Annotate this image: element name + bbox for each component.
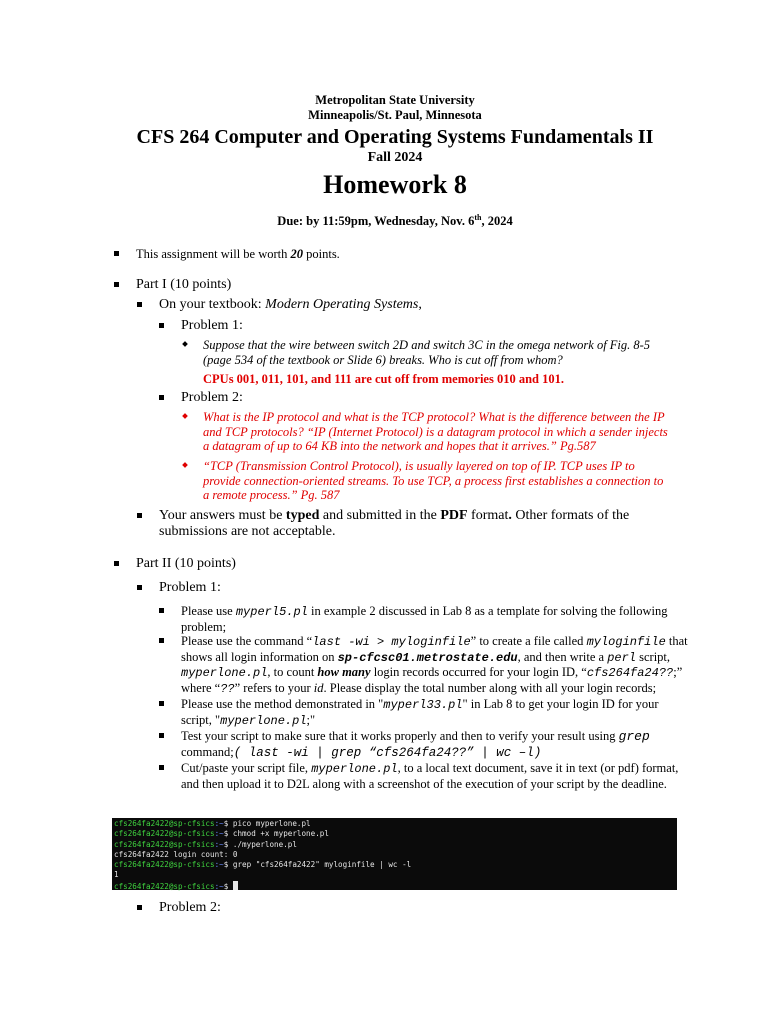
part1-problem2-item bbox=[159, 390, 243, 406]
terminal-output: cfs264fa2422 login count: 0 bbox=[114, 849, 238, 859]
term: Fall 2024 bbox=[367, 150, 423, 165]
bullet-icon bbox=[159, 608, 164, 613]
problem1-question-line2: (page 534 of the textbook or Slide 6) breaks. Who is cut off from whom? bbox=[203, 352, 563, 367]
terminal-output: 1 bbox=[114, 870, 119, 880]
problem1-question bbox=[183, 338, 650, 367]
problem2-answer-ip bbox=[183, 410, 668, 454]
part2-problem2-label: Problem 2: bbox=[159, 900, 221, 915]
bullet-icon bbox=[159, 733, 164, 738]
course-title: CFS 264 Computer and Operating Systems Fundamentals II bbox=[136, 126, 654, 148]
part1-problem2-label: Problem 2: bbox=[181, 390, 243, 405]
part1-problem1-item bbox=[159, 318, 243, 334]
bullet-icon bbox=[182, 413, 188, 419]
bullet-icon bbox=[182, 462, 188, 468]
intro-text: This assignment will be worth 20 points. bbox=[136, 247, 340, 261]
instruction-item-2: Please use the command “last -wi > myloginfile” to create a file called myloginfile that shows all login information on sp-cfcsc01.metrostate.edu, and then write a perl script, myperlone.pl, to count how many login records occurred for your login ID, “cfs264fa24??;” where “??” refers to your id. Please display the total number along with all your login records; bbox=[159, 634, 688, 697]
part1-problem1-label: Problem 1: bbox=[181, 318, 243, 333]
format-note: Your answers must be typed and submitted in the PDF format. Other formats of the submissions are not acceptable. bbox=[159, 508, 630, 539]
textbook-text: On your textbook: Modern Operating Systems, bbox=[159, 297, 422, 312]
instruction-item-4: Test your script to make sure that it works properly and then to verify your result using grep command;( last -wi | grep “cfs264fa24??” | wc –l) bbox=[159, 729, 650, 760]
intro-item bbox=[114, 247, 340, 262]
document-header bbox=[0, 93, 768, 229]
part1-heading-item bbox=[114, 277, 231, 293]
part2-problem2-item bbox=[137, 900, 221, 916]
bullet-icon bbox=[137, 302, 142, 307]
bullet-icon bbox=[114, 251, 119, 256]
problem2-ip-line2: and TCP protocols? “IP (Internet Protocol) is a datagram protocol in which a sender injects bbox=[203, 424, 668, 439]
bullet-icon bbox=[114, 282, 119, 287]
bullet-icon bbox=[159, 323, 164, 328]
format-note-item bbox=[137, 508, 629, 540]
part2-heading-item bbox=[114, 556, 236, 572]
bullet-icon bbox=[159, 765, 164, 770]
bullet-icon bbox=[182, 341, 188, 347]
problem2-ip-line3: a datagram of up to 64 KB into the network and hopes that it arrives.” Pg.587 bbox=[203, 439, 596, 454]
part1-heading: Part I (10 points) bbox=[136, 277, 232, 292]
bullet-icon bbox=[159, 638, 164, 643]
textbook-item bbox=[137, 297, 422, 313]
bullet-icon bbox=[137, 513, 142, 518]
terminal-cursor bbox=[233, 881, 238, 890]
university-name: Metropolitan State University bbox=[315, 93, 475, 107]
instruction-item-5: Cut/paste your script file, myperlone.pl, to a local text document, save it in text (or pdf) format, and then upload it to D2L along with a screenshot of the execution of your script by the deadline. bbox=[159, 761, 678, 791]
bullet-icon bbox=[137, 905, 142, 910]
bullet-icon bbox=[114, 561, 119, 566]
bullet-icon bbox=[159, 701, 164, 706]
instruction-item-3: Please use the method demonstrated in "myperl33.pl" in Lab 8 to get your login ID for your script, "myperlone.pl;" bbox=[159, 697, 659, 728]
bullet-icon bbox=[137, 585, 142, 590]
terminal-line: cfs264fa2422@sp-cfsics:~$ bbox=[114, 881, 675, 892]
terminal-line: cfs264fa2422@sp-cfsics:~$ pico myperlone.pl bbox=[114, 819, 311, 828]
problem1-question-line1: Suppose that the wire between switch 2D and switch 3C in the omega network of Fig. 8-5 bbox=[203, 338, 651, 352]
problem2-answer-tcp bbox=[183, 459, 663, 503]
part2-problem1-item bbox=[137, 580, 221, 596]
part2-problem1-label: Problem 1: bbox=[159, 580, 221, 595]
university-location: Minneapolis/St. Paul, Minnesota bbox=[308, 108, 482, 122]
bullet-icon bbox=[159, 395, 164, 400]
page-title: Homework 8 bbox=[323, 170, 467, 199]
terminal-line: cfs264fa2422@sp-cfsics:~$ chmod +x myperlone.pl bbox=[114, 829, 329, 839]
terminal-screenshot bbox=[112, 818, 677, 890]
problem1-answer: CPUs 001, 011, 101, and 111 are cut off from memories 010 and 101. bbox=[203, 372, 564, 386]
problem2-tcp-line2: provide connection-oriented streams. To use TCP, a process first establishes a connection to bbox=[203, 473, 664, 488]
due-date: Due: by 11:59pm, Wednesday, Nov. 6th, 2024 bbox=[277, 212, 513, 228]
problem2-tcp-line3: a remote process.” Pg. 587 bbox=[203, 488, 340, 503]
problem2-tcp-line1: “TCP (Transmission Control Protocol), is usually layered on top of IP. TCP uses IP to bbox=[203, 459, 635, 473]
problem2-ip-line1: What is the IP protocol and what is the TCP protocol? What is the difference between the IP bbox=[203, 410, 665, 424]
part2-heading: Part II (10 points) bbox=[136, 556, 236, 571]
terminal-line: cfs264fa2422@sp-cfsics:~$ ./myperlone.pl bbox=[114, 839, 297, 849]
instruction-item-1: Please use myperl5.pl in example 2 discussed in Lab 8 as a template for solving the following problem; bbox=[159, 604, 668, 634]
terminal-line: cfs264fa2422@sp-cfsics:~$ grep "cfs264fa2422" myloginfile | wc -l bbox=[114, 860, 412, 870]
